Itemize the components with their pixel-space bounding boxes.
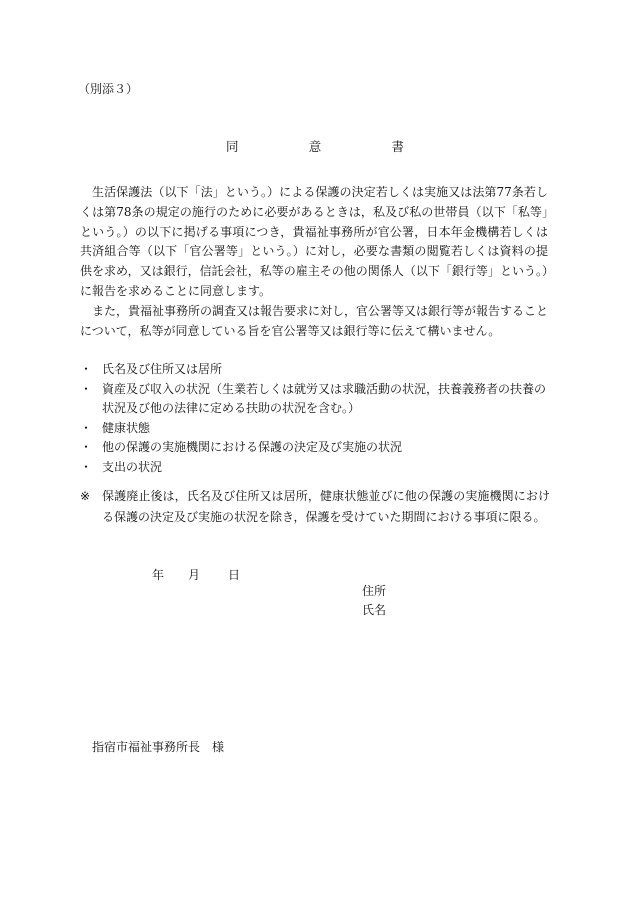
note-block <box>80 486 550 528</box>
bullet-mark: ・ <box>80 459 93 474</box>
date-year-label: 年 <box>152 568 165 582</box>
note-text: 保護廃止後は，氏名及び住所又は居所，健康状態並びに他の保護の実施機関における保護の決定及び実施の状況を除き，保護を受けていた期間における事項に限る。 <box>102 489 550 524</box>
date-line <box>152 566 240 583</box>
title-char-3: 書 <box>391 139 404 154</box>
bullet-mark: ・ <box>80 440 93 455</box>
address-label: 住所 <box>362 584 387 598</box>
note-mark: ※ <box>80 489 91 503</box>
attachment-label: （別添３） <box>78 82 139 96</box>
list-item <box>80 438 550 458</box>
consent-paragraph-1: 生活保護法（以下「法」という。）による保護の決定若しくは実施又は法第77条若しくは第78条の規定の施行のために必要があるときは，私及び私の世帯員（以下「私等」という。）の以下に掲げる事項につき，貴福祉事務所が官公署，日本年金機構若しくは共済組合等（以下「官公署等」という。）に対し，必要な書類の閲覧若しくは資料の提供を求め，又は銀行，信託会社，私等の雇主その他の関係人（以下「銀行等」という。）に報告を求めることに同意します。 <box>80 185 548 298</box>
addressee: 指宿市福祉事務所長 様 <box>92 740 225 754</box>
list-item-text: 支出の状況 <box>102 459 163 474</box>
date-month-label: 月 <box>188 568 201 582</box>
bullet-mark: ・ <box>80 381 93 396</box>
list-item-text: 健康状態 <box>102 420 151 435</box>
name-label: 氏名 <box>362 603 387 617</box>
list-item-text: 他の保護の実施機関における保護の決定及び実施の状況 <box>102 440 403 455</box>
signer-block <box>362 582 386 620</box>
consent-paragraph-2: また，貴福祉事務所の調査又は報告要求に対し，官公署等又は銀行等が報告することについて，私等が同意している旨を官公署等又は銀行等に伝えて構いません。 <box>80 303 549 338</box>
consent-items-list <box>80 360 550 478</box>
list-item <box>80 360 550 380</box>
title-char-2: 意 <box>308 139 322 154</box>
date-day-label: 日 <box>228 568 241 582</box>
list-item-text: 資産及び収入の状況（生業若しくは就労又は求職活動の状況，扶養義務者の扶養の状況及び他の法律に定める扶助の状況を含む。） <box>102 381 547 416</box>
list-item-text: 氏名及び住所又は居所 <box>102 362 223 376</box>
list-item <box>80 419 550 439</box>
bullet-mark: ・ <box>80 420 93 435</box>
document-title <box>226 137 404 155</box>
consent-body <box>80 183 548 341</box>
bullet-mark: ・ <box>80 362 93 376</box>
list-item <box>80 380 550 419</box>
list-item <box>80 458 550 478</box>
title-char-1: 同 <box>226 139 239 154</box>
